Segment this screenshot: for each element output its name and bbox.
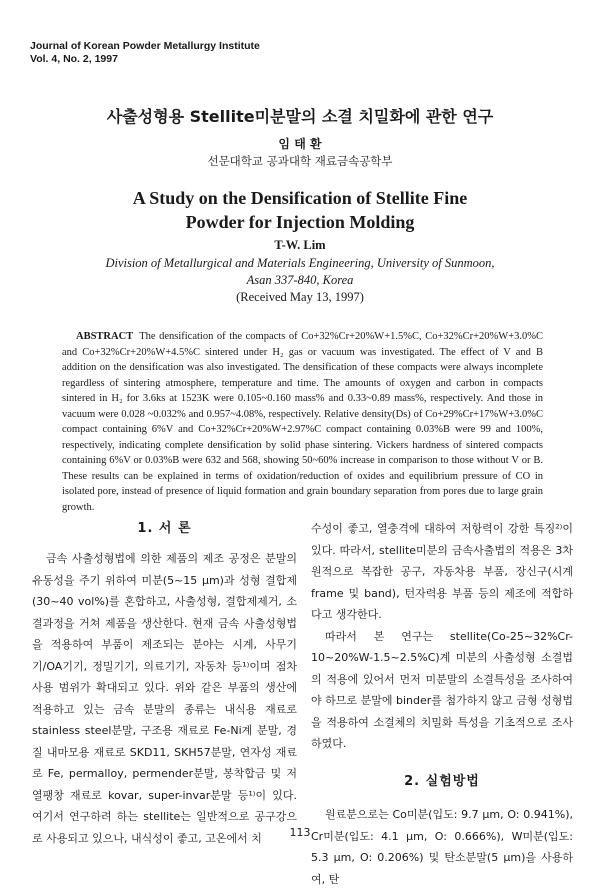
methods-paragraph-1: 원료분으로는 Co미분(입도: 9.7 μm, O: 0.941%), Cr미분(입도: 4.1 μm, O: 0.666%), W미분(입도: 5.3 μm, O: 0.206%) 및 탄소분말(5 μm)을 사용하여, 탄 [311, 808, 573, 886]
title-english [0, 186, 600, 234]
affiliation-korean: 선문대학교 공과대학 재료금속공학부 [207, 154, 393, 168]
title-english-line1: A Study on the Densification of Stellite Fine [132, 188, 468, 208]
journal-volume: Vol. 4, No. 2, 1997 [30, 53, 118, 65]
intro-paragraph-1: 금속 사출성형법에 의한 제품의 제조 공정은 분말의 유동성을 주기 위하여 미분(5~15 μm)과 성형 결합제(30~40 vol%)를 혼합하고, 사출성형, 결합제제거, 소결과정을 거쳐 제품을 생산한다. 현재 금속 사출성형법을 적용하여 부품이 제조되는 분야는 시계, 사무기기/OA기기, 정밀기기, 의료기기, 자동차 등¹⁾이며 점차 사용 범위가 확대되고 있다. 위와 같은 부품의 생산에 적용하고 있는 금속 분말의 종류는 내식용 재료로 stainless steel분말, 구조용 재료로 Fe-Ni계 분말, 경질 내마모용 재료로 SKD11, SKH57분말, 연자성 재료로 Fe, permalloy, permender분말, 봉착합금 및 저열팽창 재료로 kovar, super-invar분말 등¹⁾이 있다. 여기서 연구하려 하는 stellite는 일반적으로 공구강으로 사용되고 있으나, 내식성이 좋고, 고온에서 치 [32, 552, 297, 845]
affiliation-english [0, 255, 600, 289]
section-heading-introduction: 1. 서 론 [137, 521, 192, 536]
title-english-line2: Powder for Injection Molding [185, 212, 415, 232]
author-english: T-W. Lim [274, 238, 326, 252]
abstract-text: The densification of the compacts of Co+32%Cr+20%W+1.5%C, Co+32%Cr+20%W+3.0%C and Co+32%Cr+20%W+4.5%C sintered under H₂ gas or vacuum was investigated. The effect of V and B addition on the densification was also investigated. The densification of these compacts were always incomplete regardless of sintering atmosphere, temperature and time. The amounts of oxygen and carbon in compacts sintered in H₂ for 3.6ks at 1523K were 0.105~0.160 mass% and 0.33~0.89 mass%, respectively. And those in vacuum were 0.028 ~0.032% and 0.957~4.08%, respectively. Relative density(Ds) of Co+29%Cr+17%W+3.0%C compact containing 6%V and Co+32%Cr+20%W+2.97%C compact containing 0.03%B were 99 and 100%, respectively, indicating complete densification by solid phase sintering. Vickers hardness of sintered compacts containing 6%V or 0.03%B were 632 and 568, showing 50~60% increase in comparison to those without V or B. These results can be explained in terms of oxidation/reduction of oxides and equilibrium pressure of CO in isolated pore, instead of presence of liquid formation and grain boundary separation from pores due to large grain growth. [62, 331, 543, 513]
section-heading-methods: 2. 실험방법 [404, 773, 480, 789]
page-number: 113 [289, 826, 311, 839]
left-column [32, 518, 297, 849]
title-korean: 사출성형용 Stellite미분말의 소결 치밀화에 관한 연구 [106, 107, 494, 126]
intro-paragraph-2: 따라서 본 연구는 stellite(Co-25~32%Cr-10~20%W-1.5~2.5%C)계 미분의 사출성형 소결법의 적용에 있어서 먼저 미분말의 소결특성을 조사하여야 하므로 분말에 binder를 첨가하지 않고 금형 성형법을 적용하여 소결체의 치밀화 특성을 기초적으로 조사하였다. [311, 629, 573, 750]
author-korean: 임 태 환 [278, 137, 322, 151]
affiliation-english-line1: Division of Metallurgical and Materials Engineering, University of Sunmoon, [105, 256, 495, 270]
affiliation-english-line2: Asan 337-840, Korea [246, 273, 354, 287]
received-date: (Received May 13, 1997) [236, 290, 364, 304]
intro-paragraph-1-continued: 수성이 좋고, 열충격에 대하여 저항력이 강한 특징²⁾이 있다. 따라서, stellite미분의 금속사출법의 적용은 3차원적으로 복잡한 공구, 자동차용 부품, 장신구(시계frame 및 band), 턴자력용 부품 등의 제조에 적합하다고 생각한다. [311, 522, 573, 621]
journal-name: Journal of Korean Powder Metallurgy Institute [30, 40, 260, 52]
journal-header [30, 40, 260, 66]
abstract [62, 329, 543, 515]
abstract-label: ABSTRACT [76, 331, 134, 342]
